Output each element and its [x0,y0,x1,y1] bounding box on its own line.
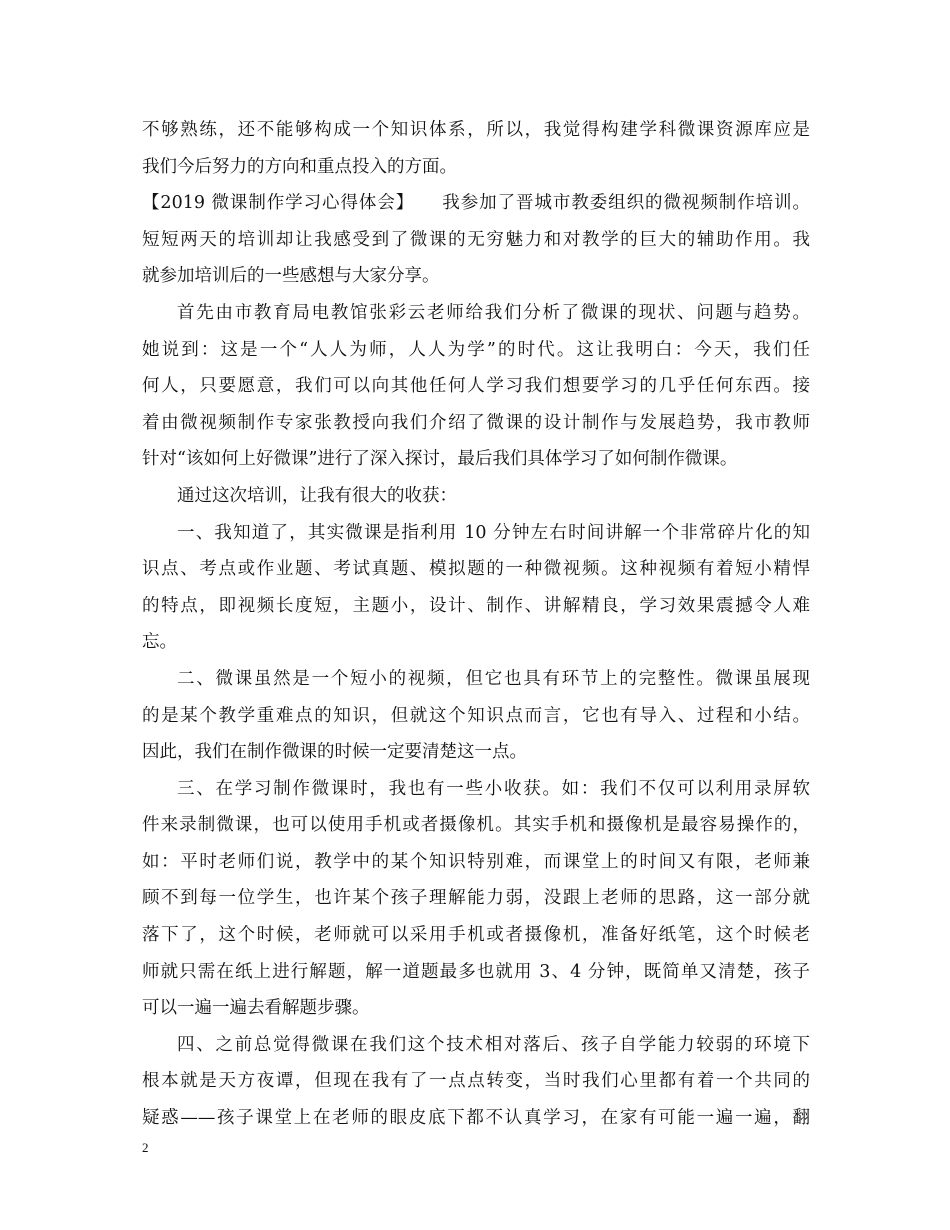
text-line: 她说到：这是一个“人人为师，人人为学”的时代。这让我明白：今天，我们任 [142,339,810,360]
text-line: 忘。 [142,632,177,653]
text-line: 件来录制微课，也可以使用手机或者摄像机。其实手机和摄像机是最容易操作的， [142,815,810,836]
text-line: 顾不到每一位学生，也许某个孩子理解能力弱，没跟上老师的思路，这一部分就 [142,888,810,909]
text-line: 就参加培训后的一些感想与大家分享。 [142,266,440,287]
text-line: 我们今后努力的方向和重点投入的方面。 [142,156,457,177]
text-line: 落下了，这个时候，老师就可以采用手机或者摄像机，准备好纸笔，这个时候老 [142,925,810,946]
text-line: 疑惑——孩子课堂上在老师的眼皮底下都不认真学习，在家有可能一遍一遍，翻 [142,1108,810,1129]
text-line: 【2019 微课制作学习心得体会】 我参加了晋城市教委组织的微视频制作培训。 [142,193,810,214]
text-line: 根本就是天方夜谭，但现在我有了一点点转变，当时我们心里都有着一个共同的 [142,1071,810,1092]
body-text [142,112,810,1137]
text-line: 因此，我们在制作微课的时候一定要清楚这一点。 [142,742,527,763]
text-line: 通过这次培训，让我有很大的收获： [177,485,457,506]
text-line: 不够熟练，还不能够构成一个知识体系，所以，我觉得构建学科微课资源库应是 [142,120,810,140]
text-line: 识点、考点或作业题、考试真题、模拟题的一种微视频。这种视频有着短小精悍 [142,559,810,580]
text-line: 一、我知道了，其实微课是指利用 10 分钟左右时间讲解一个非常碎片化的知 [177,522,810,543]
text-line: 二、微课虽然是一个短小的视频，但它也具有环节上的完整性。微课虽展现 [177,668,810,689]
text-line: 着由微视频制作专家张教授向我们介绍了微课的设计制作与发展趋势，我市教师 [142,412,810,433]
text-line: 三、在学习制作微课时，我也有一些小收获。如：我们不仅可以利用录屏软 [177,778,810,799]
text-line: 师就只需在纸上进行解题，解一道题最多也就用 3、4 分钟，既简单又清楚，孩子 [142,961,810,982]
text-line: 可以一遍一遍去看解题步骤。 [142,998,370,1019]
page-number: 2 [142,1140,149,1155]
text-line: 的是某个教学重难点的知识，但就这个知识点而言，它也有导入、过程和小结。 [142,705,810,726]
text-line: 如：平时老师们说，教学中的某个知识特别难，而课堂上的时间又有限，老师兼 [142,851,810,872]
text-line: 首先由市教育局电教馆张彩云老师给我们分析了微课的现状、问题与趋势。 [177,302,810,323]
text-line: 针对“该如何上好微课”进行了深入探讨，最后我们具体学习了如何制作微课。 [142,449,738,470]
text-line: 短短两天的培训却让我感受到了微课的无穷魅力和对教学的巨大的辅助作用。我 [142,229,810,250]
text-line: 四、之前总觉得微课在我们这个技术相对落后、孩子自学能力较弱的环境下 [177,1034,810,1055]
text-line: 何人，只要愿意，我们可以向其他任何人学习我们想要学习的几乎任何东西。接 [142,376,810,397]
text-line: 的特点，即视频长度短，主题小，设计、制作、讲解精良，学习效果震撼令人难 [142,595,810,616]
